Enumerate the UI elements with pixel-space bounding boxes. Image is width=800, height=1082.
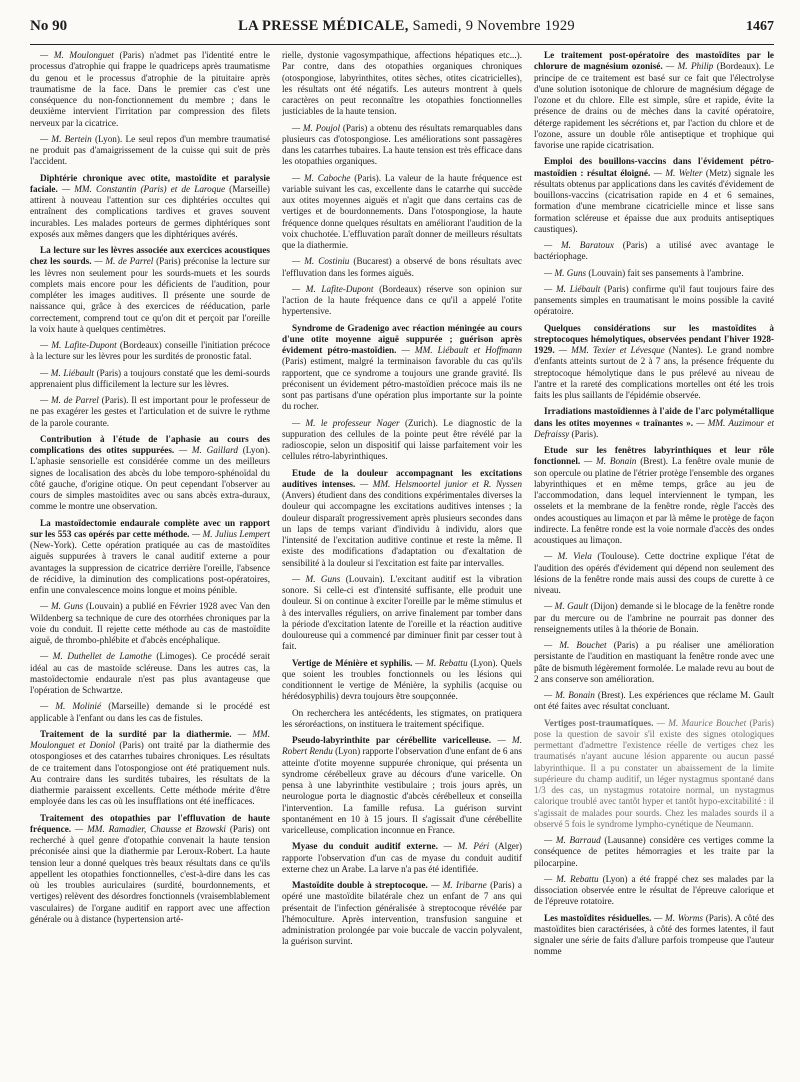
author-name: — M. Iribarne	[431, 880, 487, 890]
section-paragraph	[30, 729, 270, 808]
author-name: — MM. Ramadier, Chausse et Bzowski	[75, 823, 226, 834]
paragraph-text: (Bordeaux) réserve son opinion sur l'action de la haute fréquence dans ce qu'il a appelé l'otite hypertensive.	[282, 283, 522, 317]
paragraph	[282, 50, 522, 118]
section-heading: Contribution à l'étude de l'aphasie au cours des complications des otites suppurées.	[30, 433, 270, 455]
author-name: — M. Julius Lempert	[191, 528, 270, 539]
author-name: — M. Liébault	[544, 283, 601, 294]
section-heading: Mastoïdite double à streptocoque.	[292, 880, 428, 890]
paragraph-text: (Paris) a pu réaliser une amélioration persistante de l'audition en mastiquant la fenêtre ronde avec une pâte de bismuth légèrement formolée. Le malade revu au bout de 2 ans conserve son amélioration.	[534, 640, 774, 684]
author-name: — M. Baratoux	[544, 240, 614, 250]
author-name: — M. le professeur Nager	[292, 417, 400, 428]
paragraph-text: (Paris). Il est important pour le professeur de ne pas exagérer les gestes et l'articulation et de suivre le rythme de la parole courante.	[30, 395, 270, 428]
section-heading: Vertige de Ménière et syphilis.	[292, 657, 413, 668]
paragraph	[534, 874, 774, 908]
author-name: — M. Lafite-Dupont	[40, 340, 117, 350]
section-heading: Quelques considérations sur les mastoïdites à streptocoques hémolytiques, observées pendant l'hiver 1928-1929.	[534, 322, 774, 355]
paragraph-text: (Paris). La valeur de la haute fréquence est variable suivant les cas, excellente dans le catarrhe qui succède aux otites moyennes aiguës et n'agit que dans certains cas de vertiges et de bourdonnements. Dans l'otospongiose, la haute fréquence donne quelques résultats en améliorant l'audition de la voix chuchotée. L'effluvation paraît donner de meilleurs résultats que la diathermie.	[282, 172, 522, 250]
paragraph-text: (Paris) a toujours constaté que les demi-sourds apprenaient plus difficilement la lecture sur les lèvres.	[30, 367, 270, 389]
paragraph-text: (Metz) signale les résultats obtenus par applications dans les cavités d'évidement de bouillons-vaccins (cicatrisation rapide en 4 et 6 semaines, formation d'une membrane cicatricielle mince et lisse sans formation scléreuse et épaisse due aux produits antiseptiques caustiques).	[534, 167, 774, 234]
paragraph	[30, 340, 270, 363]
paragraph-text: (Paris).	[571, 428, 599, 439]
author-name: — MM. Liébault et Hoffmann	[401, 345, 522, 355]
paragraph-text: (Paris) pose la question de savoir s'il existe des signes otologiques permettant d'admettre l'existence réelle de vertiges chez les traumatisés n'ayant aucune lésion apparente ou aucun passé labyrinthique. Il a pu constater un abaissement de la limite supérieure du champ auditif, un léger nystagmus spontané dans 1/3 des cas, un nystagmus rotatoire normal, un nystagmus calorique troublé avec tantôt hyper et tantôt hypo-excitabilité : il s'agissait de malades pour sourds. Chez les malades sourds il a observé 5 fois le syndrome lympho-cynétique de Neumann.	[534, 717, 774, 829]
author-name: — M. Viela	[544, 551, 592, 562]
paragraph-text: (Lyon). L'aphasie sensorielle est considérée comme un des meilleurs signes de localisation des abcès du lobe temporo-sphénoïdal du côté gauche, d'origine otique. On peut cependant l'observer au cours de simples mastoïdites avec ou sans abcès extra-duraux, comme le montre une observation.	[30, 445, 270, 512]
paragraph-text: (Paris) estiment, malgré la terminaison favorable du cas qu'ils rapportent, que ce syndrome a toujours une grande gravité. Ils préconisent un évidement pétro-mastoïdien précoce mais ils ne sont pas partisans d'une opération plus importante sur la pointe du rocher.	[282, 356, 522, 412]
issue-number: No 90	[30, 18, 68, 34]
section-heading: Traitement des otopathies par l'effluvation de haute fréquence.	[30, 812, 270, 834]
section-heading: Traitement de la surdité par la diathermie.	[40, 728, 232, 739]
author-name: — M. de Parrel	[40, 395, 99, 405]
page-number: 1467	[745, 19, 774, 34]
paragraph-text: (Paris) confirme qu'il faut toujours faire des pansements simples en traumatisant le moins possible la cavité opératoire.	[534, 283, 774, 317]
paragraph-text: (Paris) ont traité par la diathermie des otospongioses et des catarrhes tubaires chroniques. Les résultats de ce traitement dans l'otospongiose ont été pratiquement nuls. Au contraire dans les surdités tubaires, les résultats de la diathermie paraissent excellents. Cette méthode mérite d'être employée dans les cas où les insufflations ont été inefficaces.	[30, 740, 270, 807]
paragraph	[534, 690, 774, 713]
paragraph-text: On recherchera les antécédents, les stigmates, on pratiquera les séroréactions, on instituera le traitement spécifique.	[282, 707, 522, 729]
column-left	[30, 50, 270, 1070]
paragraph-text: (Zurich). Le diagnostic de la suppuration des cellules de la pointe peut être révélé par la radioscopie, selon un dispositif qui laisse parfaitement voir les cellules rétro-labyrinthiques.	[282, 417, 522, 462]
section-heading: Pseudo-labyrinthite par cérébellite varicelleuse.	[292, 735, 492, 745]
section-heading: Emploi des bouillons-vaccins dans l'évidement pétro-mastoïdien : résultat éloigné.	[534, 156, 774, 178]
paragraph-text: (Nantes). Le grand nombre d'enfants atteints surtout de 2 à 7 ans, la présence fréquente du streptocoque hémolytique dans le pus prélevé au niveau de l'antre et la rareté des complications mortelles ont été les trois faits les plus saillants de l'épidémie observée.	[534, 345, 774, 400]
author-name: — M. Moulonguet	[40, 50, 114, 60]
paragraph-text: (Alger) rapporte l'observation d'un cas de myase du conduit auditif externe chez un Arabe. La larve n'a pas été identifiée.	[282, 841, 522, 874]
paragraph-text: (Bordeaux). Le principe de ce traitement est basé sur ce fait que l'électrolyse d'une solution isotonique de chlorure de magnésium dégage de l'ozone et du chlore. Elle est simple, sûre et rapide, évite la présence de drains ou de mèches dans la cavité opératoire, déterge rapidement les sécrétions et, par l'action du chlore et de l'ozone, assure un double rôle antiseptique et trophique qui favorise une rapide cicatrisation.	[534, 61, 774, 150]
author-name: — MM. Constantin (Paris) et de Laroque	[61, 183, 226, 194]
paragraph-text: (Toulouse). Cette doctrine explique l'état de l'audition des opérés d'évidement qui dépend non seulement des lésions de la fenêtre ronde mais aussi des coups de curette à ce niveau.	[534, 551, 774, 595]
paragraph-text: (Lausanne) considère ces vertiges comme la conséquence de petites hémorragies et les traite par la pilocarpine.	[534, 835, 774, 868]
author-name: — M. Barraud	[544, 835, 601, 845]
author-name: — M. Welter	[653, 167, 703, 178]
author-name: — MM. Auzimour et Defraissy	[534, 417, 774, 439]
paragraph	[30, 50, 270, 129]
author-name: — M. Guns	[544, 267, 587, 278]
section-paragraph	[30, 245, 270, 335]
paragraph	[30, 701, 270, 724]
paragraph-text: rielle, dystonie vagosympathique, affections hépatiques etc...). Par contre, dans des otopathies organiques chroniques (otospongiose, labyrinthites, otites sèches, otites cicatricielles), les résultats ont été négatifs. Les auteurs montrent à quels caractères on peut reconnaître les otopathies fonctionnelles justiciables de la haute tension.	[282, 50, 522, 117]
author-name: — M. Worms	[654, 912, 703, 923]
section-paragraph	[30, 173, 270, 241]
section-paragraph	[534, 718, 774, 831]
section-paragraph	[282, 735, 522, 836]
section-heading: Etude de la douleur accompagnant les excitations auditives intenses.	[282, 467, 522, 489]
section-heading: La mastoïdectomie endaurale complète avec un rapport sur les 553 cas opérés par cette méthode.	[30, 517, 270, 539]
author-name: — M. Philip	[666, 61, 714, 72]
author-name: — MM. Moulonguet et Doniol	[30, 728, 270, 750]
paragraph-text: (Louvain). L'excitant auditif est la vibration sonore. Si celle-ci est d'intensité suffisante, elle produit une douleur. Si on continue à exciter l'oreille par le même stimulus et à des intervalles réguliers, on arrive finalement par tomber dans la période d'excitation latente de l'oreille et la réaction auditive douloureuse qui a commencé par diminuer finit par cesser tout à fait.	[282, 573, 522, 652]
section-paragraph	[282, 880, 522, 948]
paragraph-text: (Louvain) fait ses pansements à l'ambrine.	[588, 267, 744, 278]
section-paragraph	[534, 406, 774, 440]
section-paragraph	[282, 658, 522, 703]
section-heading: Etude sur les fenêtres labyrinthiques et leur rôle fonctionnel.	[534, 445, 774, 467]
author-name: — M. Maurice Bouchet	[656, 717, 747, 728]
author-name: — M. Poujol	[292, 122, 341, 133]
author-name: — M. Liébault	[40, 367, 94, 378]
author-name: — MM. Helsmoortel junior et R. Nyssen	[359, 478, 522, 489]
section-heading: Myase du conduit auditif externe.	[292, 841, 438, 852]
paragraph	[534, 601, 774, 635]
section-paragraph	[30, 518, 270, 597]
paragraph-text: (Marseille) attirent à nouveau l'attention sur ces diphtéries occultes qui entraînent des complications tardives et graves souvent incurables. Les malades porteurs de germes diphtériques sont exposés aux mêmes dangers que les diphtériques avérés.	[30, 183, 270, 239]
column-right	[534, 50, 774, 1070]
section-paragraph	[30, 434, 270, 513]
paragraph	[30, 134, 270, 168]
paragraph-text: (Brest). La fenêtre ovale munie de son opercule ou platine de l'étrier protège l'ensemble des organes labyrinthiques et en même temps, grâce au jeu de l'accommodation, dans lequel interviennent le tympan, les osselets et la membrane de la fenêtre ronde, règle l'accès des ondes acoustiques au limaçon et par là même le protège de façon indirecte. La fenêtre ronde est la voie normale d'accès des ondes acoustiques au limaçon.	[534, 456, 774, 545]
page-header	[30, 18, 774, 45]
paragraph-text: (Brest). Les expériences que réclame M. Gault ont été faites avec résultat concluant.	[534, 690, 774, 712]
paragraph	[282, 123, 522, 168]
paragraph	[534, 268, 774, 279]
journal-title: LA PRESSE MÉDICALE,	[238, 18, 409, 34]
author-name: — M. Péri	[443, 841, 490, 852]
paragraph	[30, 368, 270, 391]
author-name: — M. Guns	[292, 573, 341, 584]
section-paragraph	[282, 323, 522, 413]
paragraph	[30, 395, 270, 429]
paragraph	[534, 835, 774, 869]
paragraph-text: (Lyon). Le seul repos d'un membre traumatisé ne produit pas d'amaigrissement de la cuisse qui suit de près l'accident.	[30, 133, 270, 167]
paragraph	[282, 418, 522, 463]
section-paragraph	[534, 156, 774, 235]
paragraph-text: (Lyon) a été frappé chez ses malades par la dissociation observée entre le résultat de l'épreuve calorique et de l'épreuve rotatoire.	[534, 873, 774, 907]
paragraph	[534, 551, 774, 596]
paragraph-text: (Paris) n'admet pas l'identité entre le processus d'atrophie qui frappe le quadriceps après traumatisme du genou et le processus d'atrophie de la pituitaire après traumatisme de la face. Dans le premier cas c'est une conséquence du non-fonctionnement du membre ; dans le deuxième intervient l'irritation par compression des filets nerveux par la cicatrice.	[30, 50, 270, 128]
author-name: — M. Rebattu	[415, 657, 468, 668]
paragraph	[534, 640, 774, 685]
section-paragraph	[282, 841, 522, 875]
paragraph-text: (Limoges). Ce procédé serait idéal au cas de mastoïde scléreuse. Dans les autres cas, la mastoïdectomie endaurale n'est pas plus avantageuse que l'opération de Schwartze.	[30, 651, 270, 695]
paragraph-text: (Paris) a opéré une mastoïdite bilatérale chez un enfant de 7 ans qui présentait de l'infection généralisée à streptocoque révélée par l'hémoculture. Après intervention, transfusion sanguine et administration prolongée par voie buccale de vaccin polyvalent, la guérison survint.	[282, 880, 522, 947]
paragraph	[282, 173, 522, 252]
author-name: — M. Lafite-Dupont	[292, 283, 374, 294]
author-name: — M. Duthellet de Lamothe	[40, 651, 152, 662]
author-name: — M. Molinié	[40, 701, 102, 712]
author-name: — M. de Parrel	[94, 256, 154, 267]
author-name: — MM. Texier et Lévesque	[558, 345, 665, 355]
author-name: — M. Gault	[544, 601, 589, 612]
paragraph	[30, 601, 270, 646]
paragraph-text: (Lyon). Quels que soient les troubles fonctionnels ou les lésions qui conditionnent le vertige de Ménière, la syphilis (acquise ou hérédosyphilis) devra toujours être soupçonnée.	[282, 657, 522, 702]
author-name: — M. Bonain	[544, 690, 595, 700]
author-name: — M. Costiniu	[292, 256, 350, 267]
author-name: — M. Bouchet	[544, 640, 607, 650]
section-heading: Diphtérie chronique avec otite, mastoïdite et paralysie faciale.	[30, 172, 270, 194]
paragraph-text: (Paris) ont recherché à quel genre d'otopathie convenait la haute tension préconisée ainsi que la diathermie par Leroux-Robert. La haute tension leur a donné quelques très beaux résultats dans ce qu'ils appellent les otopathies fonctionnelles, c'est-à-dire dans les cas où les troubles auriculaires (surdité, bourdonnements, et vertiges) relèvent des désordres fonctionnels (vraisemblablement vasculaires) de l'organe auditif en rapport avec une affection générale ou à distance (hypertension arté-	[30, 823, 270, 924]
paragraph	[534, 240, 774, 263]
paragraph-text: (New-York). Cette opération pratiquée au cas de mastoïdites aiguës suppurées à travers le canal auditif externe a pour avantages la suppression de cicatrice derrière l'oreille, l'absence de récidive, la diminution des complications post-opératoires, enfin une convalescence moins longue et moins pénible.	[30, 540, 270, 595]
paragraph	[282, 574, 522, 653]
paragraph-text: (Paris) a utilisé avec avantage le bactériophage.	[534, 240, 774, 262]
author-name: — M. Robert Rendu	[282, 735, 522, 757]
paragraph-text: (Bucarest) a observé de bons résultats avec l'effluvation dans les formes aiguës.	[282, 256, 522, 278]
paragraph-text: (Paris). A côté des mastoïdites bien caractérisées, à côté des formes latentes, il faut signaler une série de faits d'allure parfois trompeuse que l'auteur nomme	[534, 912, 774, 957]
section-heading: Irradiations mastoïdiennes à l'aide de l'arc polymétallique dans les otites moyennes « traînantes ».	[534, 406, 774, 428]
author-name: — M. Gaillard	[178, 445, 238, 455]
section-heading: La lecture sur les lèvres associée aux exercices acoustiques chez les sourds.	[30, 245, 270, 267]
author-name: — M. Guns	[40, 601, 84, 612]
paragraph	[282, 708, 522, 731]
paragraph	[30, 651, 270, 696]
section-paragraph	[534, 323, 774, 402]
paragraph	[282, 284, 522, 318]
section-paragraph	[534, 913, 774, 958]
section-paragraph	[282, 468, 522, 569]
article-columns	[30, 50, 774, 1070]
paragraph-text: (Louvain) a publié en Février 1928 avec Van den Wildenberg sa technique de cure des otorrhées chroniques par la voie du conduit. Il rejette cette méthode au cas de mastoïdite aiguë, de thrombo-phlébite et d'abcès encéphalique.	[30, 601, 270, 645]
author-name: — M. Bertein	[40, 133, 92, 144]
author-name: — M. Bonain	[584, 456, 637, 467]
section-heading: Le traitement post-opératoire des mastoïdites par le chlorure de magnésium ozonisé.	[534, 50, 774, 72]
author-name: — M. Rebattu	[544, 873, 599, 884]
paragraph-text: (Paris) a obtenu des résultats remarquables dans plusieurs cas d'otospongiose. Les améliorations sont passagères dans les catarrhes tubaires. La haute tension est très efficace dans les otopathies organiques.	[282, 122, 522, 167]
paragraph-text: (Marseille) demande si le procédé est applicable à l'enfant ou dans les cas de fistules.	[30, 701, 270, 723]
section-paragraph	[30, 813, 270, 926]
paragraph-text: (Lyon) rapporte l'observation d'une enfant de 6 ans atteinte d'otite moyenne suppurée chronique, qui présenta un syndrome cérébelleux grave au décours d'une varicelle. On pensa à une labyrinthite vestibulaire ; trois jours après, un neurologue porta le diagnostic d'abcès cérébelleux et conseilla l'intervention. La famille refusa. La guérison survint spontanément en 10 à 15 jours. Il s'agissait d'une cérébellite varicelleuse, complication inconnue en France.	[282, 746, 522, 835]
column-middle	[282, 50, 522, 1070]
journal-title-line	[238, 18, 575, 35]
section-heading: Vertiges post-traumatiques.	[544, 717, 654, 728]
section-paragraph	[534, 50, 774, 151]
paragraph-text: (Bordeaux) conseille l'initiation précoce à la lecture sur les lèvres pour les surdités de pronostic fatal.	[30, 340, 270, 362]
paragraph-text: (Paris) préconise la lecture sur les lèvres non seulement pour les sourds-muets et les sourds complets mais encore pour les déficients de l'audition, pour compléter les images auditives. Il présente une sourde de naissance qui, grâce à des exercices de rééducation, parle correctement, comprend tout ce qu'on dit et perçoit par l'oreille la voix haute à quelques centimètres.	[30, 256, 270, 334]
paragraph	[534, 284, 774, 318]
issue-date: Samedi, 9 Novembre 1929	[412, 18, 575, 34]
paragraph-text: (Dijon) demande si le blocage de la fenêtre ronde par du mercure ou de l'ambrine ne pourrait pas donner des renseignements utiles à la théorie de Bonain.	[534, 601, 774, 634]
paragraph	[282, 256, 522, 279]
section-heading: Syndrome de Gradenigo avec réaction méningée au cours d'une otite moyenne aiguë suppurée ; guérison après évidement pétro-mastoïdien.	[282, 322, 522, 355]
section-paragraph	[534, 445, 774, 546]
section-heading: Les mastoïdites résiduelles.	[544, 912, 652, 923]
author-name: — M. Caboche	[292, 172, 351, 183]
paragraph-text: (Anvers) étudient dans des conditions expérimentales diverses la douleur qui accompagne les excitations auditives intenses ; la douleur disparaît progressivement après plusieurs secondes dans un laps de temps variant d'individu à individu, alors que l'intensité de l'excitation auditive continue et reste la même. Il existe des modifications d'adaptation ou d'exaltation de sensibilité à la douleur si l'excitation est faite par intervalles.	[282, 490, 522, 568]
